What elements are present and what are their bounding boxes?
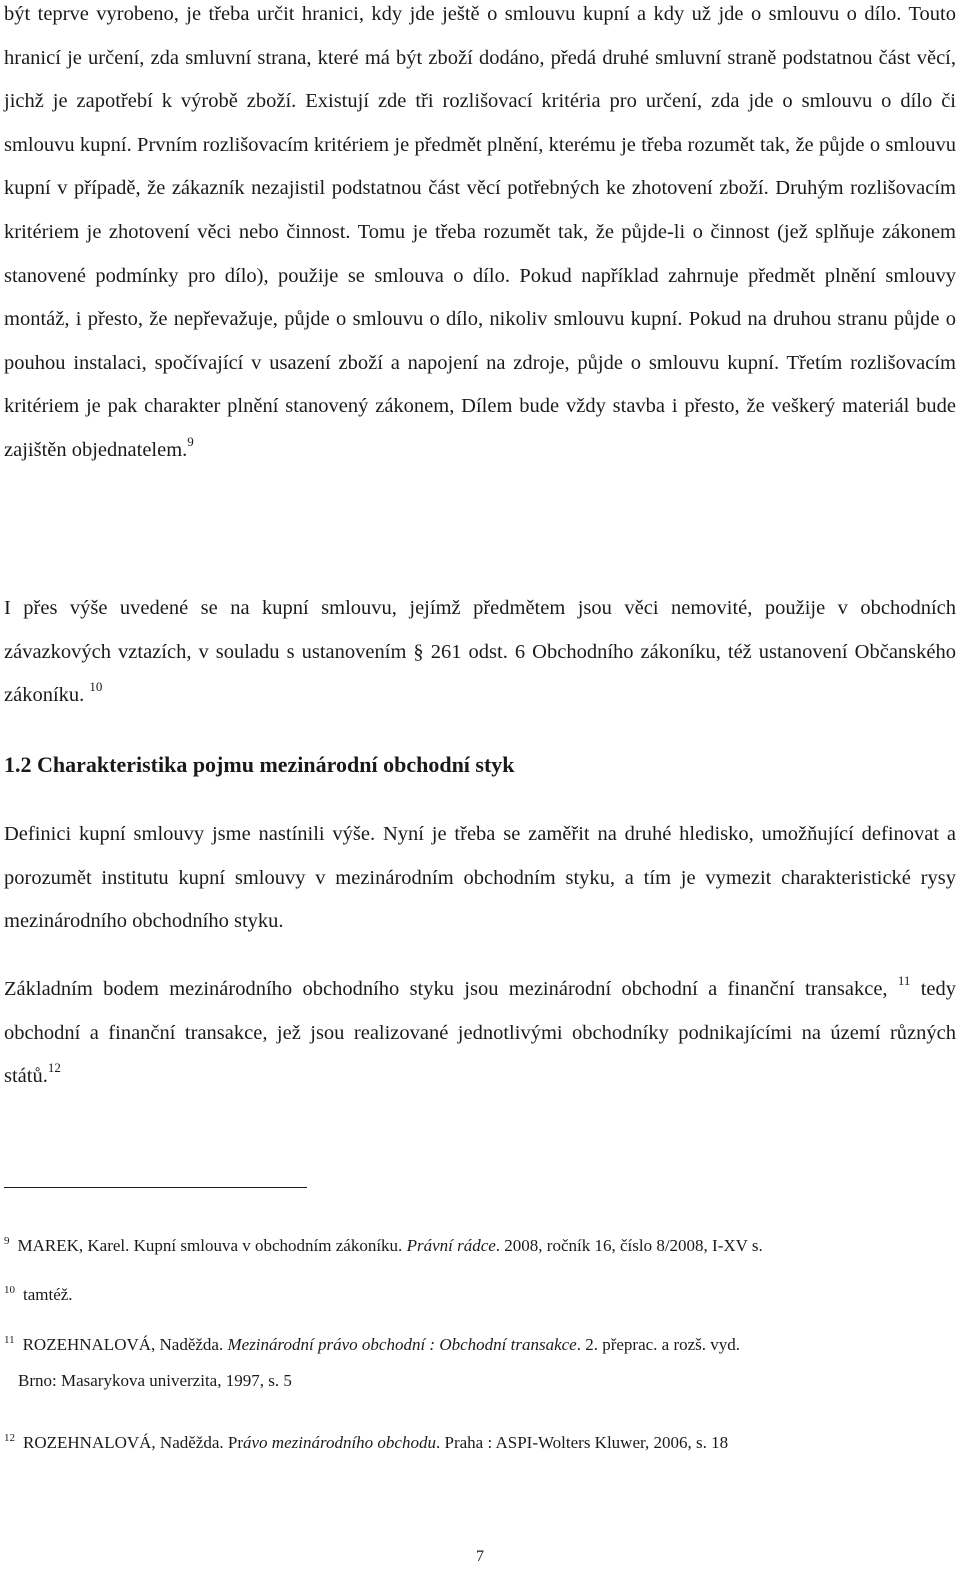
footnote-10	[4, 1272, 956, 1313]
footnote-title: Mezinárodní právo obchodní : Obchodní transakce	[227, 1335, 577, 1354]
paragraph-basis	[4, 968, 956, 1099]
footnote-12	[4, 1420, 956, 1461]
footnote-separator	[4, 1187, 307, 1188]
paragraph-text: Základním bodem mezinárodního obchodního styku jsou mezinárodní obchodní a finanční transakce,	[4, 978, 888, 1000]
footnote-text: ROZEHNALOVÁ, Naděžda.	[22, 1335, 228, 1354]
footnote-text: tamtéž.	[23, 1285, 73, 1304]
footnote-11	[4, 1322, 956, 1399]
footnote-number: 10	[4, 1284, 15, 1296]
footnote-text: MAREK, Karel. Kupní smlouva v obchodním zákoníku.	[17, 1236, 407, 1255]
footnote-number: 11	[4, 1334, 15, 1346]
paragraph-text: Definici kupní smlouvy jsme nastínili výše. Nyní je třeba se zaměřit na druhé hledisko, umožňující definovat a porozumět institutu kupní smlouvy v mezinárodním obchodním styku, a tím je vymezit charakteristické rysy mezinárodního obchodního styku.	[4, 823, 956, 933]
page-number: 7	[476, 1548, 484, 1565]
paragraph-definition	[4, 813, 956, 944]
footnote-continuation: Brno: Masarykova univerzita, 1997, s. 5	[18, 1371, 292, 1390]
footnote-ref-9: 9	[187, 433, 194, 449]
paragraph-text: být teprve vyrobeno, je třeba určit hranici, kdy jde ještě o smlouvu kupní a kdy už jde o smlouvu o dílo. Touto hranicí je určení, zda smluvní strana, které má být zboží dodáno, předá druhé smluvní straně podstatnou část věcí, jichž je zapotřebí k výrobě zboží. Existují zde tři rozlišovací kritéria pro určení, zda jde o smlouvu o dílo či smlouvu kupní. Prvním rozlišovacím kritériem je předmět plnění, kterému je třeba rozumět tak, že půjde o smlouvu kupní v případě, že zákazník nezajistil podstatnou část věcí potřebných ke zhotovení zboží. Druhým rozlišovacím kritériem je zhotovení věci nebo činnost. Tomu je třeba rozumět tak, že půjde-li o činnost (jež splňuje zákonem stanovené podmínky pro dílo), použije se smlouva o dílo. Pokud například zahrnuje předmět plnění smlouvy montáž, i přesto, že nepřevažuje, půjde o smlouvu o dílo, nikoliv smlouvu kupní. Pokud na druhou stranu půjde o pouhou instalaci, spočívající v usazení zboží a napojení na zdroje, půjde o smlouvu kupní. Třetím rozlišovacím kritériem je pak charakter plnění stanovený zákonem, Dílem bude vždy stavba i přesto, že veškerý materiál bude zajištěn objednatelem.	[4, 3, 956, 461]
footnote-ref-10: 10	[89, 679, 103, 695]
paragraph-text: tedy obchodní a finanční transakce, jež jsou realizované jednotlivými obchodníky podnikajícími na území různých států.	[4, 978, 957, 1088]
footnote-title: ávo mezinárodního obchodu	[243, 1433, 436, 1452]
footnote-9	[4, 1223, 956, 1264]
paragraph-real-estate	[4, 587, 956, 718]
section-heading: 1.2 Charakteristika pojmu mezinárodní obchodní styk	[4, 752, 515, 777]
paragraph-contract-criteria	[4, 0, 956, 473]
footnote-ref-11: 11	[897, 973, 911, 988]
footnote-ref-12: 12	[47, 1060, 61, 1076]
footnote-number: 9	[4, 1235, 10, 1247]
footnote-text: . 2. přeprac. a rozš. vyd.	[576, 1335, 741, 1354]
footnote-text: . Praha : ASPI-Wolters Kluwer, 2006, s. 18	[435, 1433, 729, 1452]
footnote-title: Právní rádce	[406, 1236, 496, 1255]
paragraph-text: I přes výše uvedené se na kupní smlouvu, jejímž předmětem jsou věci nemovité, použije v obchodních závazkových vztazích, v souladu s ustanovením § 261 odst. 6 Obchodního zákoníku, též ustanovení Občanského zákoníku.	[4, 597, 956, 707]
footnote-text: . 2008, ročník 16, číslo 8/2008, I-XV s.	[495, 1236, 763, 1255]
footnote-number: 12	[4, 1432, 15, 1444]
footnote-text: ROZEHNALOVÁ, Naděžda. Pr	[23, 1433, 244, 1452]
